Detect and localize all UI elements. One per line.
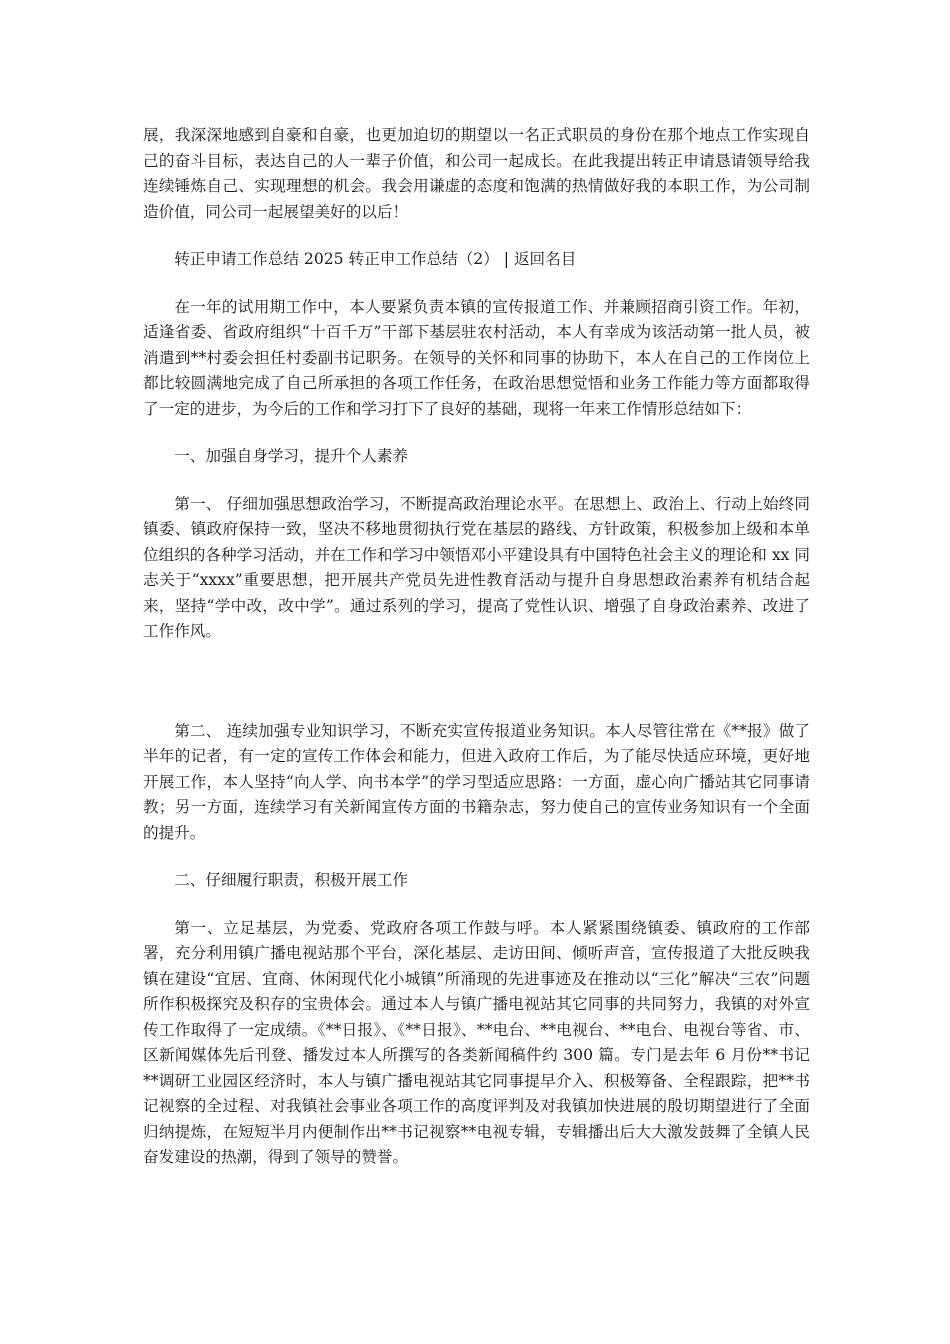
heading-section-2: 二、仔细履行职责，积极开展工作 xyxy=(174,871,409,889)
paragraph-professional-study: 第二、 连续加强专业知识学习，不断充实宣传报道业务知识。本人尽管往常在《**报》做了半年的记者，有一定的宣传工作体会和能力，但进入政府工作后，为了能尽快适应环境，更好地开展工作，本人坚持“向人学、向书本学”的学习型适应思路：一方面，虚心向广播站其它同事请教；另一方面，连续学习有关新闻宣传方面的书籍杂志，努力使自己的宣传业务知识有一个全面的提升。 xyxy=(143,721,810,842)
paragraph-closing-statement: 展，我深深地感到自豪和自豪，也更加迫切的期望以一名正式职员的身份在那个地点工作实现自己的奋斗目标，表达自己的人一辈子价值，和公司一起成长。在此我提出转正申请恳请领导给我连续锤炼自己、实现理想的机会。我会用谦虚的态度和饱满的热情做好我的本职工作，为公司制造价值，同公司一起展望美好的以后！ xyxy=(143,126,810,221)
paragraph-introduction: 在一年的试用期工作中，本人要紧负责本镇的宣传报道工作、并兼顾招商引资工作。年初，适逢省委、省政府组织“十百千万”干部下基层驻农村活动，本人有幸成为该活动第一批人员，被消遣到**村委会担任村委副书记职务。在领导的关怀和同事的协助下，本人在自己的工作岗位上都比较圆满地完成了自己所承担的各项工作任务，在政治思想觉悟和业务工作能力等方面都取得了一定的进步，为今后的工作和学习打下了良好的基础，现将一年来工作情形总结如下： xyxy=(143,297,810,418)
heading-section-1: 一、加强自身学习，提升个人素养 xyxy=(174,447,409,465)
document-body xyxy=(143,123,810,1193)
paragraph-grassroots-work: 第一、立足基层，为党委、党政府各项工作鼓与呼。本人紧紧围绕镇委、镇政府的工作部署，充分利用镇广播电视站那个平台，深化基层、走访田间、倾听声音，宣传报道了大批反映我镇在建设“宜居、宜商、休闲现代化小城镇”所涌现的先进事迹及在推动以“三化”解决“三农”问题所作积极探究及积存的宝贵体会。通过本人与镇广播电视站其它同事的共同努力，我镇的对外宣传工作取得了一定成绩。《**日报》、《**日报》、**电台、**电视台、**电台、电视台等省、市、区新闻媒体先后刊登、播发过本人所撰写的各类新闻稿件约 300 篇。专门是去年 6 月份**书记**调研工业园区经济时，本人与镇广播电视站其它同事提早介入、积极筹备、全程跟踪，把**书记视察的全过程、对我镇社会事业各项工作的高度评判及对我镇加快进展的殷切期望进行了全面归纳提炼，在短短半月内便制作出**书记视察**电视专辑，专辑播出后大大激发鼓舞了全镇人民奋发建设的热潮，得到了领导的赞誉。 xyxy=(143,918,810,1166)
paragraph-political-study: 第一、 仔细加强思想政治学习，不断提高政治理论水平。在思想上、政治上、行动上始终同镇委、镇政府保持一致，坚决不移地贯彻执行党在基层的路线、方针政策，积极参加上级和本单位组织的各种学习活动，并在工作和学习中领悟邓小平建设具有中国特色社会主义的理论和 xx 同志关于“xxxx”重要思想，把开展共产党员先进性教育活动与提升自身思想政治素养有机结合起来，坚持“学中改，改中学”。通过系列的学习，提高了党性认识、增强了自身政治素养、改进了工作作风。 xyxy=(143,494,810,640)
section-link-heading: 转正申请工作总结 2025 转正申工作总结（2） | 返回名目 xyxy=(174,250,577,268)
